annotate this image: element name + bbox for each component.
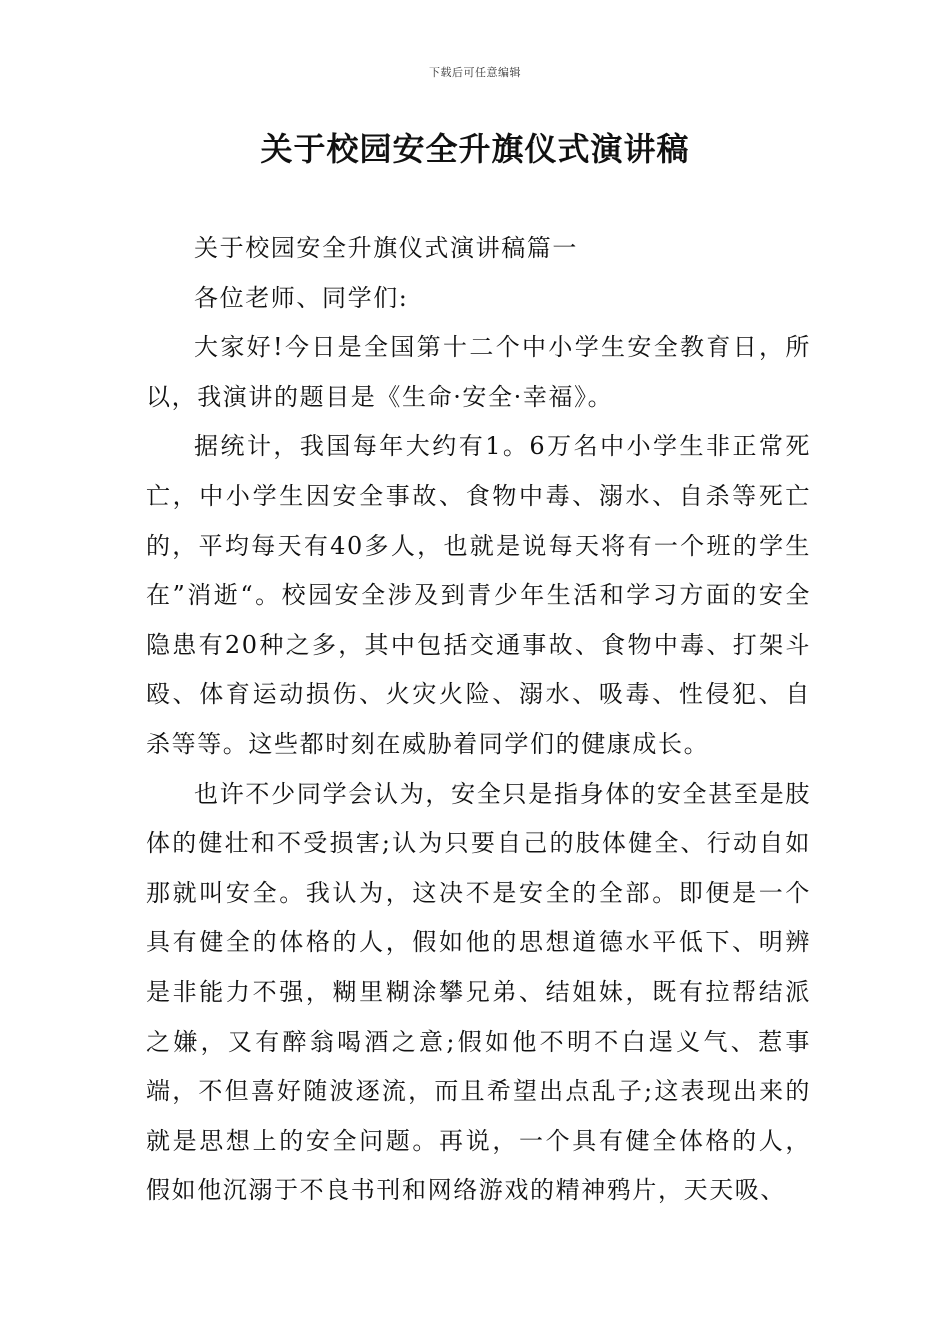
header-note: 下载后可任意编辑 xyxy=(429,66,521,79)
document-title: 关于校园安全升旗仪式演讲稿 xyxy=(260,130,690,168)
body-paragraph: 据统计，我国每年大约有1。6万名中小学生非正常死亡，中小学生因安全事故、食物中毒、溺水、自杀等死亡的，平均每天有40多人，也就是说每天将有一个班的学生在”消逝“。校园安全涉及到青少年生活和学习方面的安全隐患有20种之多，其中包括交通事故、食物中毒、打架斗殴、体育运动损伤、火灾火险、溺水、吸毒、性侵犯、自杀等等。这些都时刻在威胁着同学们的健康成长。 xyxy=(146,432,811,758)
body-paragraph: 也许不少同学会认为，安全只是指身体的安全甚至是肢体的健壮和不受损害;认为只要自己的肢体健全、行动自如那就叫安全。我认为，这决不是安全的全部。即便是一个具有健全的体格的人，假如他的思想道德水平低下、明辨是非能力不强，糊里糊涂攀兄弟、结姐妹，既有拉帮结派之嫌，又有醉翁喝酒之意;假如他不明不白逞义气、惹事端，不但喜好随波逐流，而且希望出点乱子;这表现出来的就是思想上的安全问题。再说，一个具有健全体格的人，假如他沉溺于不良书刊和网络游戏的精神鸦片，天天吸、 xyxy=(146,779,811,1205)
document-body xyxy=(146,224,811,1216)
section-heading: 关于校园安全升旗仪式演讲稿篇一 xyxy=(194,234,578,262)
body-paragraph: 大家好!今日是全国第十二个中小学生安全教育日，所以，我演讲的题目是《生命·安全·幸福》。 xyxy=(146,333,811,411)
salutation: 各位老师、同学们: xyxy=(194,283,409,312)
